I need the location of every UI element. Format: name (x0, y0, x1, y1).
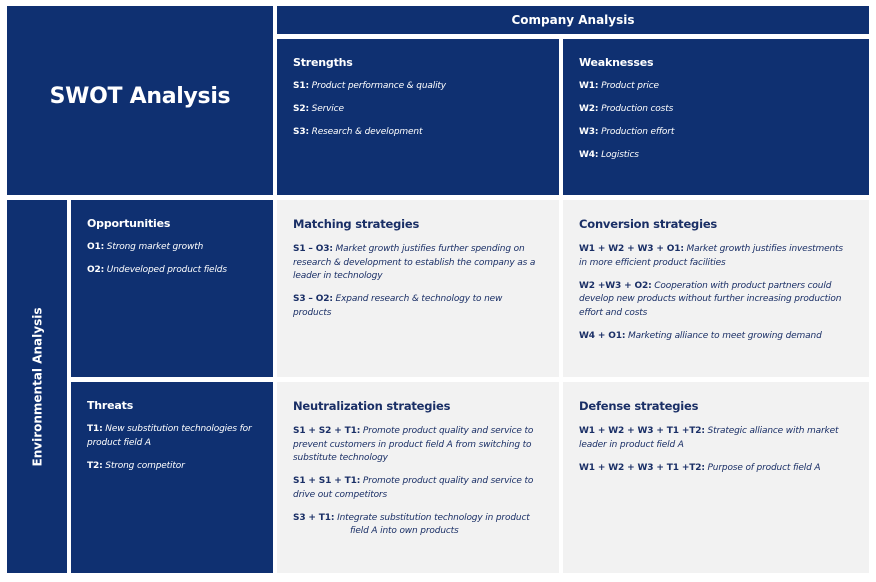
opportunity-item (87, 264, 257, 278)
threats-title: Threats (87, 399, 134, 412)
item-code: W1 + W2 + W3 + T1 +T2: (579, 462, 705, 473)
item-text: Strategic alliance with market leader in product field A (579, 426, 839, 450)
item-code: S1 + S2 + T1: (293, 426, 361, 436)
conversion-strategies-box (563, 200, 869, 377)
opportunity-item (87, 241, 257, 255)
strengths-box (277, 39, 559, 195)
item-text: Logistics (601, 150, 639, 160)
threat-item (87, 423, 257, 450)
strategy-item (579, 462, 853, 476)
neutralization-strategies-box (277, 382, 559, 573)
item-text: Product performance & quality (311, 81, 446, 91)
item-code: S3 + T1: (293, 512, 335, 523)
item-text: Promote product quality and service to drive out competitors (293, 476, 534, 500)
strategy-item (293, 475, 543, 502)
item-text: Production costs (601, 104, 674, 114)
strategy-item (293, 293, 543, 320)
swot-title-block (7, 6, 273, 195)
item-text: Undeveloped product fields (106, 265, 227, 275)
item-code: S1 – O3: (293, 244, 333, 254)
item-code: W3: (579, 127, 599, 137)
strength-item (293, 103, 543, 117)
item-code: W2: (579, 104, 599, 114)
strategy-item (579, 330, 853, 344)
item-text: Market growth justifies investments in more efficient product facilities (579, 244, 843, 268)
company-analysis-label: Company Analysis (511, 13, 635, 27)
item-text: Product price (601, 81, 659, 91)
item-text: Research & development (311, 127, 423, 137)
strategy-item (293, 512, 543, 539)
item-code: T1: (87, 424, 103, 434)
item-code: W2 +W3 + O2: (579, 280, 652, 291)
item-text: Marketing alliance to meet growing demand (628, 330, 822, 341)
strategy-item (579, 425, 853, 452)
item-code: S3: (293, 127, 309, 137)
strategy-item (293, 425, 543, 466)
item-code: S1: (293, 81, 309, 91)
item-text: Purpose of product field A (707, 462, 821, 473)
strength-item (293, 126, 543, 140)
item-text: Expand research & technology to new products (293, 294, 503, 318)
weakness-item (579, 126, 853, 140)
item-text: Market growth justifies further spending on research & development to establish the company as a leader in technology (293, 244, 536, 281)
opportunities-box (71, 200, 273, 377)
item-code: O1: (87, 242, 105, 252)
environmental-analysis-header (7, 200, 67, 573)
matching-strategies-box (277, 200, 559, 377)
strategy-item (293, 243, 543, 284)
item-code: S2: (293, 104, 309, 114)
item-code: W1 + W2 + W3 + O1: (579, 244, 684, 254)
matching-strategies-title: Matching strategies (293, 217, 420, 231)
item-text: Integrate substitution technology in product (337, 512, 530, 523)
item-code: W1 + W2 + W3 + T1 +T2: (579, 426, 705, 436)
item-text: Cooperation with product partners could develop new products without further increasing production effort and costs (579, 280, 842, 318)
threat-item (87, 460, 257, 474)
page-title: SWOT Analysis (49, 84, 231, 109)
defense-strategies-title: Defense strategies (579, 399, 699, 413)
item-code: W4: (579, 150, 599, 160)
company-analysis-header (277, 6, 869, 34)
item-code: T2: (87, 460, 103, 471)
weakness-item (579, 80, 853, 94)
strategy-item (579, 280, 853, 321)
weakness-item (579, 149, 853, 163)
neutralization-strategies-title: Neutralization strategies (293, 399, 451, 413)
item-text-continuation: field A into own products (350, 526, 459, 536)
weaknesses-box (563, 39, 869, 195)
defense-strategies-box (563, 382, 869, 573)
item-text: Service (311, 104, 344, 114)
conversion-strategies-title: Conversion strategies (579, 217, 718, 231)
threats-box (71, 382, 273, 573)
item-code: S1 + S1 + T1: (293, 476, 361, 486)
item-text: Production effort (601, 127, 675, 137)
strength-item (293, 80, 543, 94)
opportunities-title: Opportunities (87, 217, 171, 230)
weakness-item (579, 103, 853, 117)
item-code: W1: (579, 81, 599, 91)
weaknesses-title: Weaknesses (579, 56, 654, 69)
item-text: Strong competitor (105, 460, 185, 471)
environmental-analysis-label: Environmental Analysis (30, 307, 45, 466)
strengths-title: Strengths (293, 56, 353, 69)
strategy-item (579, 243, 853, 270)
item-code: S3 – O2: (293, 294, 333, 304)
item-text: Promote product quality and service to prevent customers in product field A from switching to substitute technology (293, 426, 534, 463)
item-text: New substitution technologies for product field A (87, 424, 252, 448)
item-text: Strong market growth (106, 242, 204, 252)
item-code: O2: (87, 265, 105, 275)
item-code: W4 + O1: (579, 330, 626, 341)
